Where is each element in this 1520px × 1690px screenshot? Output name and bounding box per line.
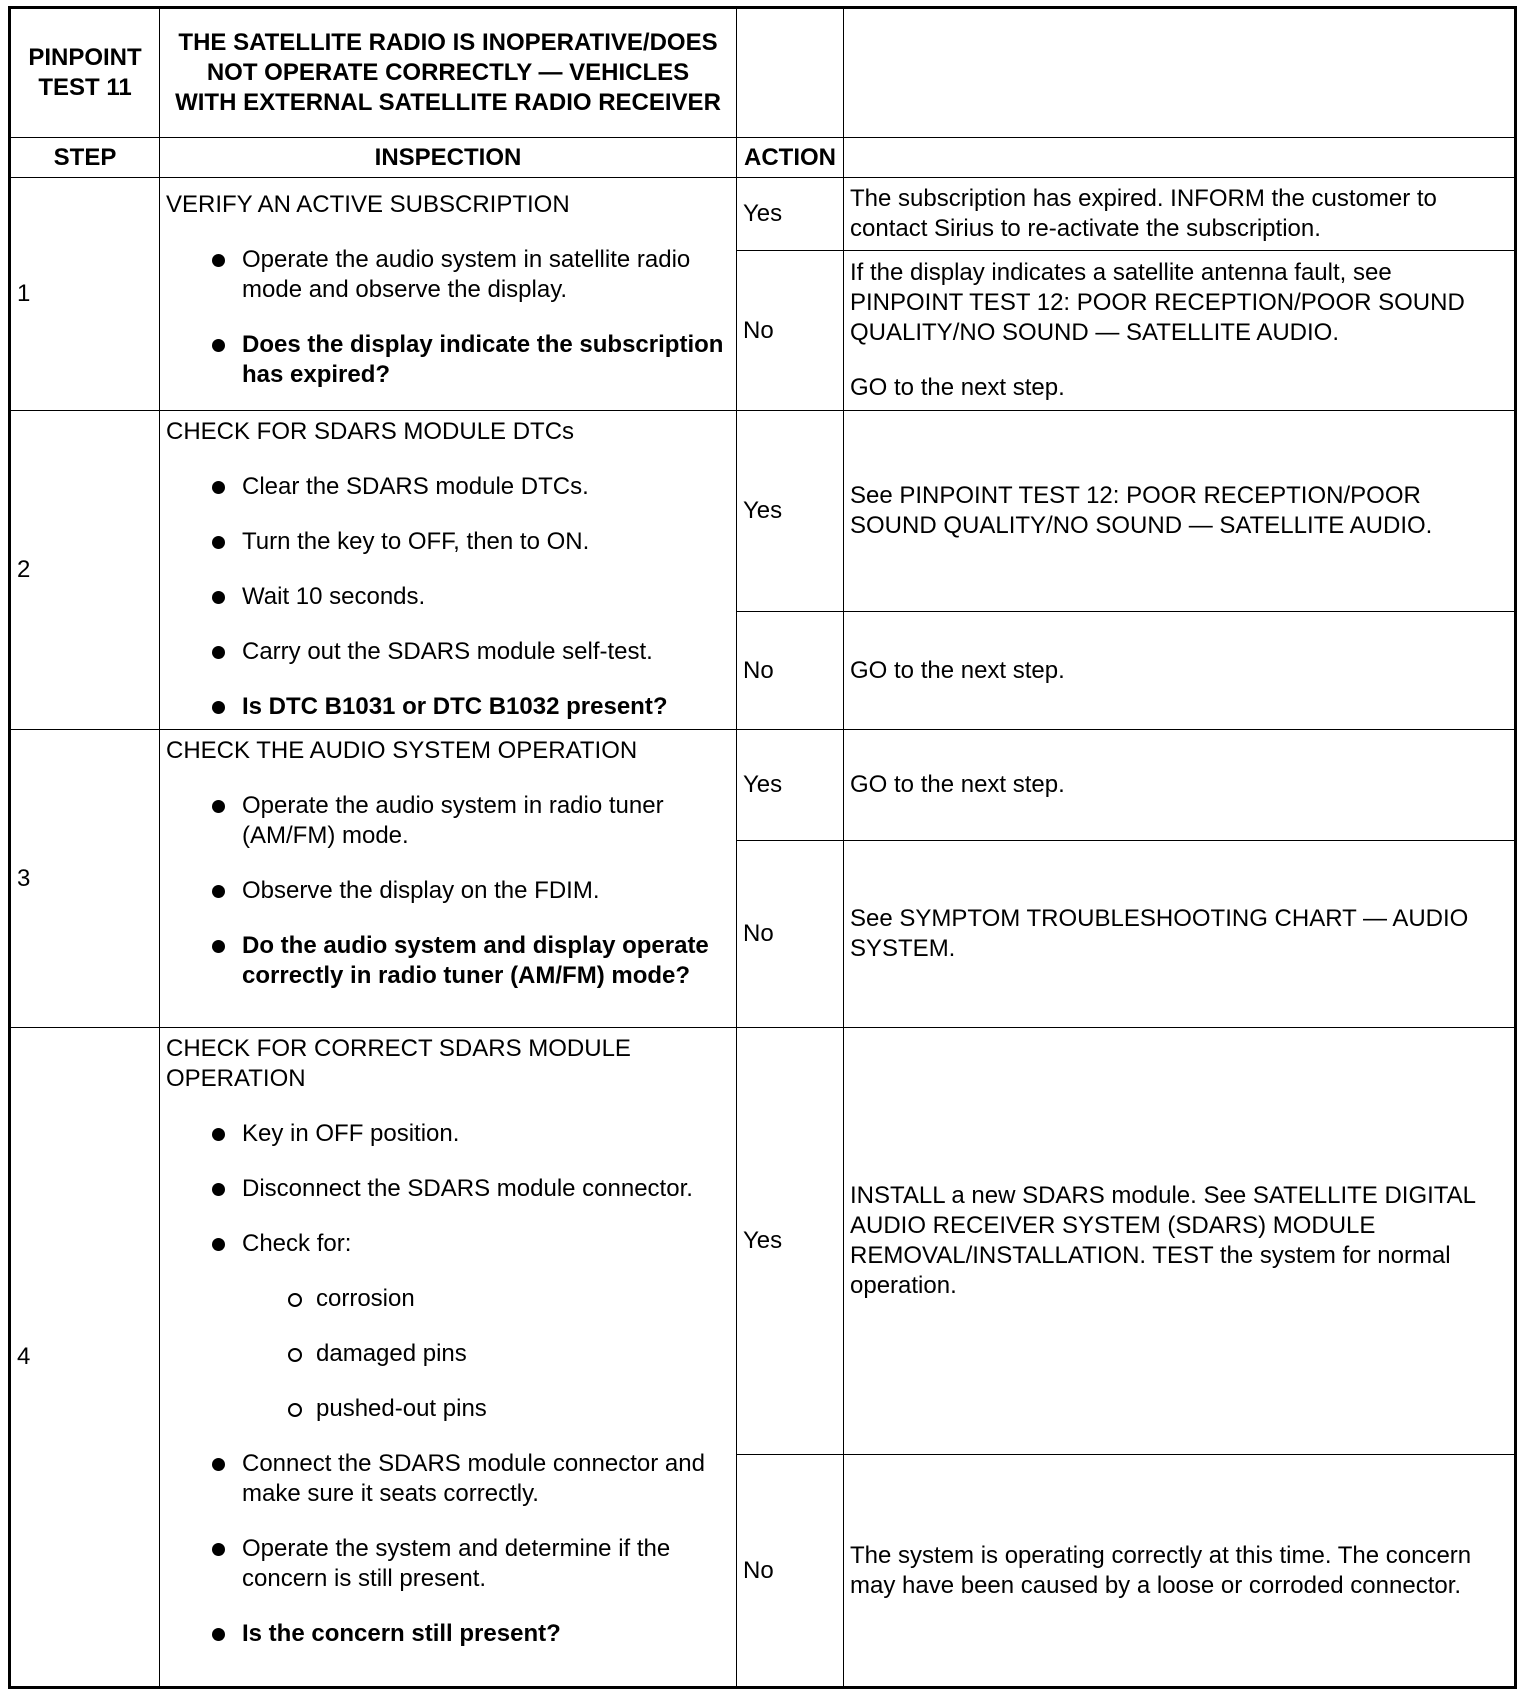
- step-title: CHECK THE AUDIO SYSTEM OPERATION: [166, 737, 638, 764]
- bullet-icon: [212, 800, 225, 813]
- no-action: The system is operating correctly at this time. The concern may have been caused by a loose or corroded connector.: [844, 1455, 1516, 1688]
- sub-list-item: corrosion: [242, 1284, 730, 1314]
- bullet-icon: [212, 481, 225, 494]
- list-item: Clear the SDARS module DTCs.: [166, 472, 730, 502]
- list-item: Wait 10 seconds.: [166, 582, 730, 612]
- list-item: Is the concern still present?: [166, 1619, 730, 1649]
- step-2-inspection: [160, 411, 737, 730]
- pinpoint-test-table: [8, 6, 1517, 1689]
- yes-action: GO to the next step.: [844, 730, 1516, 841]
- step-number: 2: [10, 411, 160, 730]
- bullet-icon: [212, 1628, 225, 1641]
- bullet-icon: [212, 1543, 225, 1556]
- bullet-icon: [212, 591, 225, 604]
- step-1-yes-row: [10, 178, 1516, 251]
- list-item: Operate the audio system in satellite radio mode and observe the display.: [166, 245, 730, 305]
- list-item: Do the audio system and display operate correctly in radio tuner (AM/FM) mode?: [166, 931, 730, 991]
- yes-label: Yes: [737, 730, 844, 841]
- bullet-icon: [212, 1238, 225, 1251]
- step-2-yes-row: [10, 411, 1516, 612]
- list-item: Operate the system and determine if the concern is still present.: [166, 1534, 730, 1594]
- step-number: 1: [10, 178, 160, 411]
- step-3-inspection: [160, 730, 737, 1028]
- list-item: Does the display indicate the subscription has expired?: [166, 330, 730, 390]
- yes-action: See PINPOINT TEST 12: POOR RECEPTION/POOR SOUND QUALITY/NO SOUND — SATELLITE AUDIO.: [844, 411, 1516, 612]
- step-title: VERIFY AN ACTIVE SUBSCRIPTION: [166, 191, 570, 218]
- circle-bullet-icon: [288, 1348, 302, 1362]
- no-action: If the display indicates a satellite antenna fault, see PINPOINT TEST 12: POOR RECEPTION/POOR SOUND QUALITY/NO SOUND — SATELLITE AUDIO. GO to the next step.: [844, 251, 1516, 411]
- list-item: Operate the audio system in radio tuner (AM/FM) mode.: [166, 791, 730, 851]
- no-label: No: [737, 1455, 844, 1688]
- header-blank-cell: [844, 138, 1516, 178]
- list-item: Carry out the SDARS module self-test.: [166, 637, 730, 667]
- list-item: Turn the key to OFF, then to ON.: [166, 527, 730, 557]
- bullet-icon: [212, 701, 225, 714]
- step-3-yes-row: [10, 730, 1516, 841]
- list-item: Is DTC B1031 or DTC B1032 present?: [166, 692, 730, 722]
- check-sublist: [242, 1284, 730, 1424]
- list-item: Observe the display on the FDIM.: [166, 876, 730, 906]
- no-label: No: [737, 612, 844, 730]
- step-title: CHECK FOR CORRECT SDARS MODULE OPERATION: [166, 1035, 631, 1092]
- yes-label: Yes: [737, 178, 844, 251]
- list-item: Connect the SDARS module connector and make sure it seats correctly.: [166, 1449, 730, 1509]
- list-item: Disconnect the SDARS module connector.: [166, 1174, 730, 1204]
- bullet-icon: [212, 1183, 225, 1196]
- action-column-header: ACTION: [737, 138, 844, 178]
- column-header-row: [10, 138, 1516, 178]
- test-title: THE SATELLITE RADIO IS INOPERATIVE/DOES NOT OPERATE CORRECTLY — VEHICLES WITH EXTERNAL SATELLITE RADIO RECEIVER: [160, 8, 737, 138]
- sub-list-item: pushed-out pins: [242, 1394, 730, 1424]
- no-action: GO to the next step.: [844, 612, 1516, 730]
- title-blank-cell: [737, 8, 844, 138]
- step-4-yes-row: [10, 1028, 1516, 1455]
- list-item: Check for: corrosion damaged pins pushed-out pins: [166, 1229, 730, 1424]
- step-4-inspection: [160, 1028, 737, 1688]
- bullet-icon: [212, 254, 225, 267]
- bullet-icon: [212, 885, 225, 898]
- step-number: 4: [10, 1028, 160, 1688]
- no-label: No: [737, 841, 844, 1028]
- yes-action: The subscription has expired. INFORM the customer to contact Sirius to re-activate the subscription.: [844, 178, 1516, 251]
- bullet-icon: [212, 1128, 225, 1141]
- list-item: Key in OFF position.: [166, 1119, 730, 1149]
- pinpoint-label: PINPOINT TEST 11: [10, 8, 160, 138]
- yes-label: Yes: [737, 411, 844, 612]
- inspection-column-header: INSPECTION: [160, 138, 737, 178]
- title-blank-cell-2: [844, 8, 1516, 138]
- bullet-icon: [212, 646, 225, 659]
- yes-action: INSTALL a new SDARS module. See SATELLITE DIGITAL AUDIO RECEIVER SYSTEM (SDARS) MODULE REMOVAL/INSTALLATION. TEST the system for normal operation.: [844, 1028, 1516, 1455]
- no-action: See SYMPTOM TROUBLESHOOTING CHART — AUDIO SYSTEM.: [844, 841, 1516, 1028]
- bullet-icon: [212, 536, 225, 549]
- bullet-icon: [212, 1458, 225, 1471]
- step-column-header: STEP: [10, 138, 160, 178]
- title-row: [10, 8, 1516, 138]
- bullet-icon: [212, 940, 225, 953]
- step-title: CHECK FOR SDARS MODULE DTCs: [166, 418, 575, 445]
- no-label: No: [737, 251, 844, 411]
- sub-list-item: damaged pins: [242, 1339, 730, 1369]
- circle-bullet-icon: [288, 1293, 302, 1307]
- circle-bullet-icon: [288, 1403, 302, 1417]
- yes-label: Yes: [737, 1028, 844, 1455]
- step-1-inspection: [160, 178, 737, 411]
- step-number: 3: [10, 730, 160, 1028]
- bullet-icon: [212, 339, 225, 352]
